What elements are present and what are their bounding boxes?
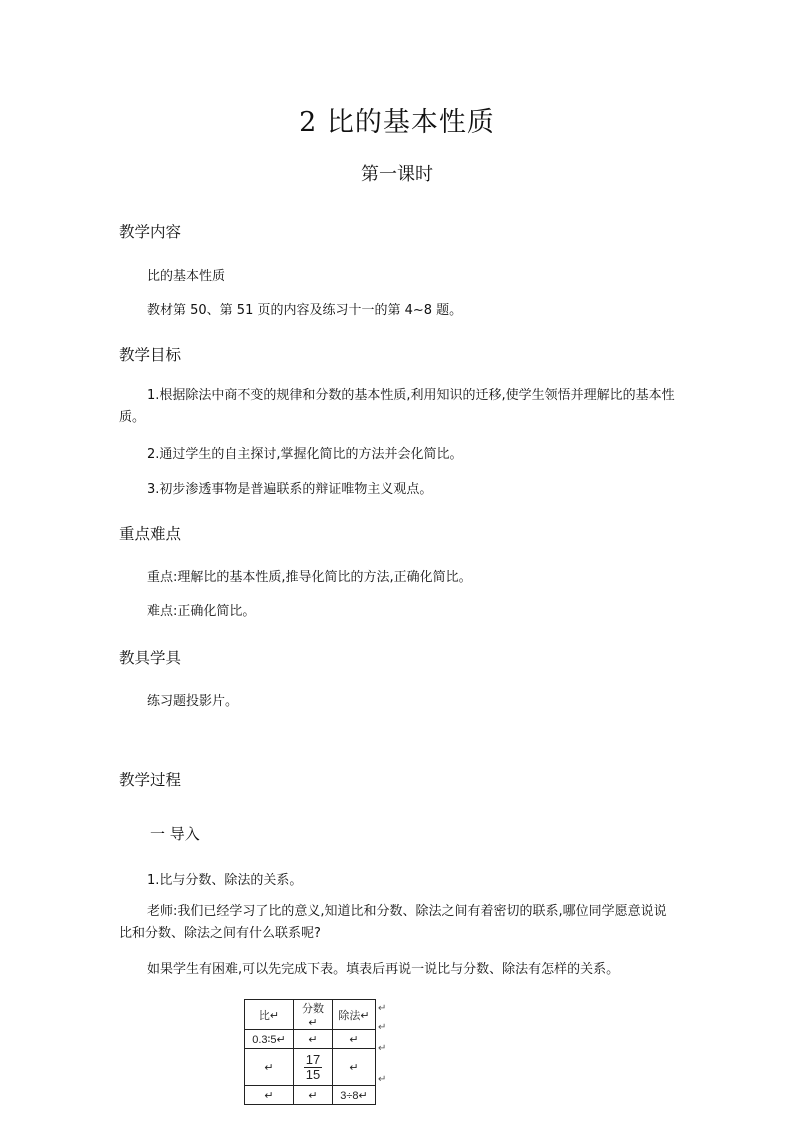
content-line-1: 比的基本性质	[147, 269, 226, 284]
table-cell: ↵	[294, 1030, 333, 1049]
intro-paragraph-2: 如果学生有困难,可以先完成下表。填表后再说一说比与分数、除法有怎样的关系。	[147, 962, 620, 977]
key-line-1: 重点:理解比的基本性质,推导化简比的方法,正确化简比。	[147, 570, 472, 585]
intro-item: 1.比与分数、除法的关系。	[147, 873, 303, 888]
section-heading-process: 教学过程	[119, 771, 182, 789]
fraction	[304, 1053, 322, 1082]
table-row	[245, 1049, 376, 1086]
table-cell-fraction	[294, 1049, 333, 1086]
table-header-ratio: 比↵	[245, 1000, 294, 1030]
table-cell: ↵	[294, 1086, 333, 1105]
table-cell: ↵	[333, 1049, 376, 1086]
table-cell: ↵	[333, 1030, 376, 1049]
section-heading-content: 教学内容	[119, 223, 182, 241]
section-heading-goals: 教学目标	[119, 346, 182, 364]
row-end-mark: ↵	[378, 1043, 387, 1054]
key-line-2: 难点:正确化简比。	[147, 604, 256, 619]
section-heading-tools: 教具学具	[119, 649, 182, 667]
page-subtitle: 第一课时	[361, 164, 433, 185]
table-cell: 0.3∶5↵	[245, 1030, 294, 1049]
goal-1: 1.根据除法中商不变的规律和分数的基本性质,利用知识的迁移,使学生领悟并理解比的基本性质。	[119, 388, 675, 425]
table-row	[245, 1086, 376, 1105]
section-heading-key: 重点难点	[119, 525, 182, 543]
table-header-division: 除法↵	[333, 1000, 376, 1030]
table-cell: ↵	[245, 1049, 294, 1086]
ratio-table	[244, 999, 376, 1105]
fraction-numerator: 17	[305, 1051, 321, 1067]
row-end-mark: ↵	[378, 1003, 387, 1014]
content-line-2: 教材第 50、第 51 页的内容及练习十一的第 4~8 题。	[147, 303, 463, 318]
table-row	[245, 1000, 376, 1030]
tools-line: 练习题投影片。	[147, 694, 239, 709]
row-end-mark: ↵	[378, 1022, 387, 1033]
table-row	[245, 1030, 376, 1049]
page-title: 2 比的基本性质	[299, 107, 495, 138]
table-header-fraction: 分数↵	[294, 1000, 333, 1030]
row-end-mark: ↵	[378, 1074, 387, 1085]
table-cell: ↵	[245, 1086, 294, 1105]
goal-2: 2.通过学生的自主探讨,掌握化简比的方法并会化简比。	[147, 447, 463, 462]
fraction-denominator: 15	[305, 1066, 321, 1082]
intro-paragraph-1: 老师:我们已经学习了比的意义,知道比和分数、除法之间有着密切的联系,哪位同学愿意说说比和分数、除法之间有什么联系呢?	[119, 904, 667, 941]
table-cell: 3÷8↵	[333, 1086, 376, 1105]
intro-heading: 一 导入	[150, 825, 200, 843]
goal-3: 3.初步渗透事物是普遍联系的辩证唯物主义观点。	[147, 482, 433, 497]
